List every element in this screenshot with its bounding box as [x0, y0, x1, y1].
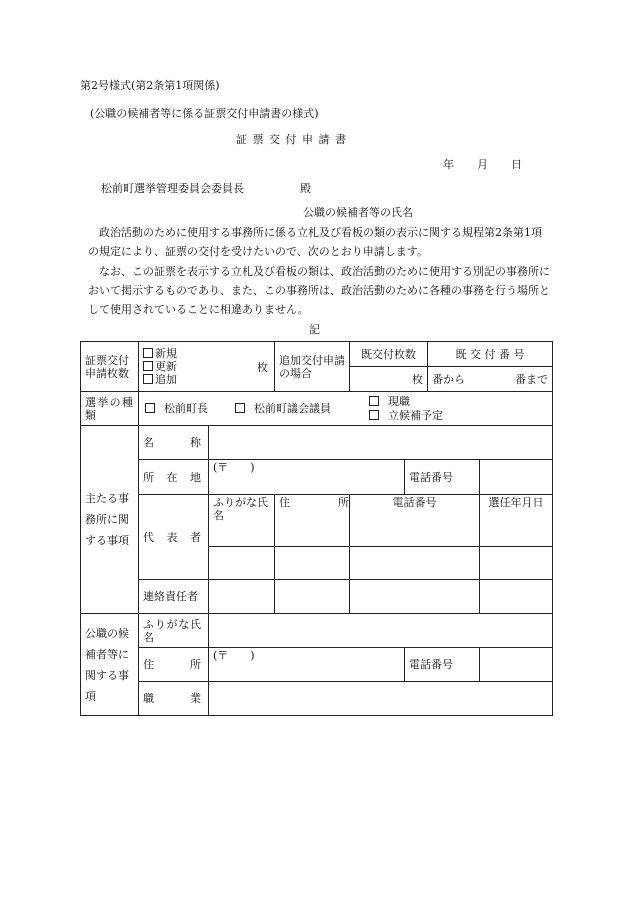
rep-name-value[interactable] — [209, 547, 275, 580]
office-phone-label: 電話番号 — [405, 460, 480, 495]
election-label-cell: 選挙の種類 — [81, 392, 139, 426]
contact-address-value[interactable] — [275, 580, 350, 614]
name-label-cell: 名称 — [139, 426, 209, 460]
rep-furigana-name-label: ふりがな氏名 — [209, 495, 275, 547]
rep-address-value[interactable] — [275, 547, 350, 580]
office-phone-value[interactable] — [480, 460, 553, 495]
office-name-value[interactable] — [209, 426, 553, 460]
contact-term-value[interactable] — [480, 580, 553, 614]
table-row — [81, 580, 553, 614]
rep-term-label: 選任年月日 — [480, 495, 553, 547]
election-options-cell — [139, 392, 553, 426]
table-row — [81, 460, 553, 495]
table-row — [81, 495, 553, 547]
checkbox-icon[interactable] — [143, 374, 153, 384]
checkbox-icon[interactable] — [369, 396, 379, 406]
table-row — [81, 342, 553, 367]
contact-name-value[interactable] — [209, 580, 275, 614]
date-month: 月 — [477, 158, 488, 171]
body-paragraph-1: 政治活動のために使用する事務所に係る立札及び看板の類の表示に関する規程第2条第1項の規定により、証票の交付を受けたいので、次のとおり申請します。 — [88, 226, 542, 258]
cand-phone-value[interactable] — [480, 648, 553, 682]
option-renew[interactable]: 更新 — [143, 360, 270, 373]
option-add[interactable]: 追加 — [143, 373, 270, 386]
applicant-name-label: 公職の候補者等の氏名 — [303, 206, 413, 219]
add-case-label-cell: 追加交付申請の場合 — [275, 342, 350, 392]
option-council[interactable]: 松前町議会議員 — [235, 402, 331, 415]
option-incumbent[interactable]: 現職 — [369, 395, 410, 408]
option-new[interactable]: 新規 — [143, 347, 270, 360]
count-label-cell: 証票交付申請枚数 — [81, 342, 139, 392]
occupation-label-cell: 職業 — [139, 682, 209, 716]
rep-phone-value[interactable] — [350, 547, 480, 580]
table-row — [81, 648, 553, 682]
candidate-section-label: 公職の候補者等に関する事項 — [81, 614, 139, 716]
form-subtitle: (公職の候補者等に係る証票交付申請書の様式) — [90, 107, 319, 120]
issued-count-value[interactable]: 枚 — [350, 367, 428, 392]
issued-number-value[interactable]: 番から 番まで — [428, 367, 553, 392]
application-table — [80, 341, 553, 716]
checkbox-icon[interactable] — [235, 403, 245, 413]
issued-number-header: 既 交 付 番 号 — [428, 342, 553, 367]
location-label-cell: 所在地 — [139, 460, 209, 495]
option-planned[interactable]: 立候補予定 — [369, 409, 443, 422]
rep-label-cell: 代表者 — [139, 495, 209, 580]
date-day: 日 — [511, 158, 522, 171]
rep-address-label: 住所 — [275, 495, 350, 547]
table-row — [81, 614, 553, 648]
checkbox-icon[interactable] — [143, 348, 153, 358]
table-row — [81, 426, 553, 460]
office-location-value[interactable]: (〒 ) — [209, 460, 405, 495]
checkbox-icon[interactable] — [145, 403, 155, 413]
count-unit: 枚 — [257, 361, 268, 374]
issued-count-header: 既交付枚数 — [350, 342, 428, 367]
page-title: 証 票 交 付 申 請 書 — [236, 133, 347, 146]
checkbox-icon[interactable] — [143, 361, 153, 371]
addressee-honorific: 殿 — [300, 182, 311, 195]
table-row — [81, 682, 553, 716]
body-paragraph-2: なお、この証票を表示する立札及び看板の類は、政治活動のために使用する別記の事務所において掲示するものであり、また、この事務所は、政治活動のために各種の事務を行う場所として使用されていることに相違ありません。 — [88, 265, 550, 316]
form-number: 第2号様式(第2条第1項関係) — [80, 79, 220, 92]
addressee-name: 松前町選挙管理委員会委員長 — [101, 182, 244, 195]
checkbox-icon[interactable] — [369, 410, 379, 420]
ki-heading: 記 — [309, 323, 320, 336]
option-mayor[interactable]: 松前町長 — [145, 402, 208, 415]
date-year: 年 — [443, 158, 454, 171]
rep-phone-label: 電話番号 — [350, 495, 480, 547]
cand-name-value[interactable] — [209, 614, 553, 648]
cand-phone-label: 電話番号 — [405, 648, 480, 682]
office-section-label: 主たる事務所に関する事項 — [81, 426, 139, 614]
contact-phone-value[interactable] — [350, 580, 480, 614]
count-options-cell — [139, 342, 275, 392]
table-row — [81, 392, 553, 426]
contact-label-cell: 連絡責任者 — [139, 580, 209, 614]
cand-address-value[interactable]: (〒 ) — [209, 648, 405, 682]
rep-term-value[interactable] — [480, 547, 553, 580]
cand-address-label-cell: 住所 — [139, 648, 209, 682]
occupation-value[interactable] — [209, 682, 553, 716]
cand-furigana-name-label: ふりがな氏名 — [139, 614, 209, 648]
